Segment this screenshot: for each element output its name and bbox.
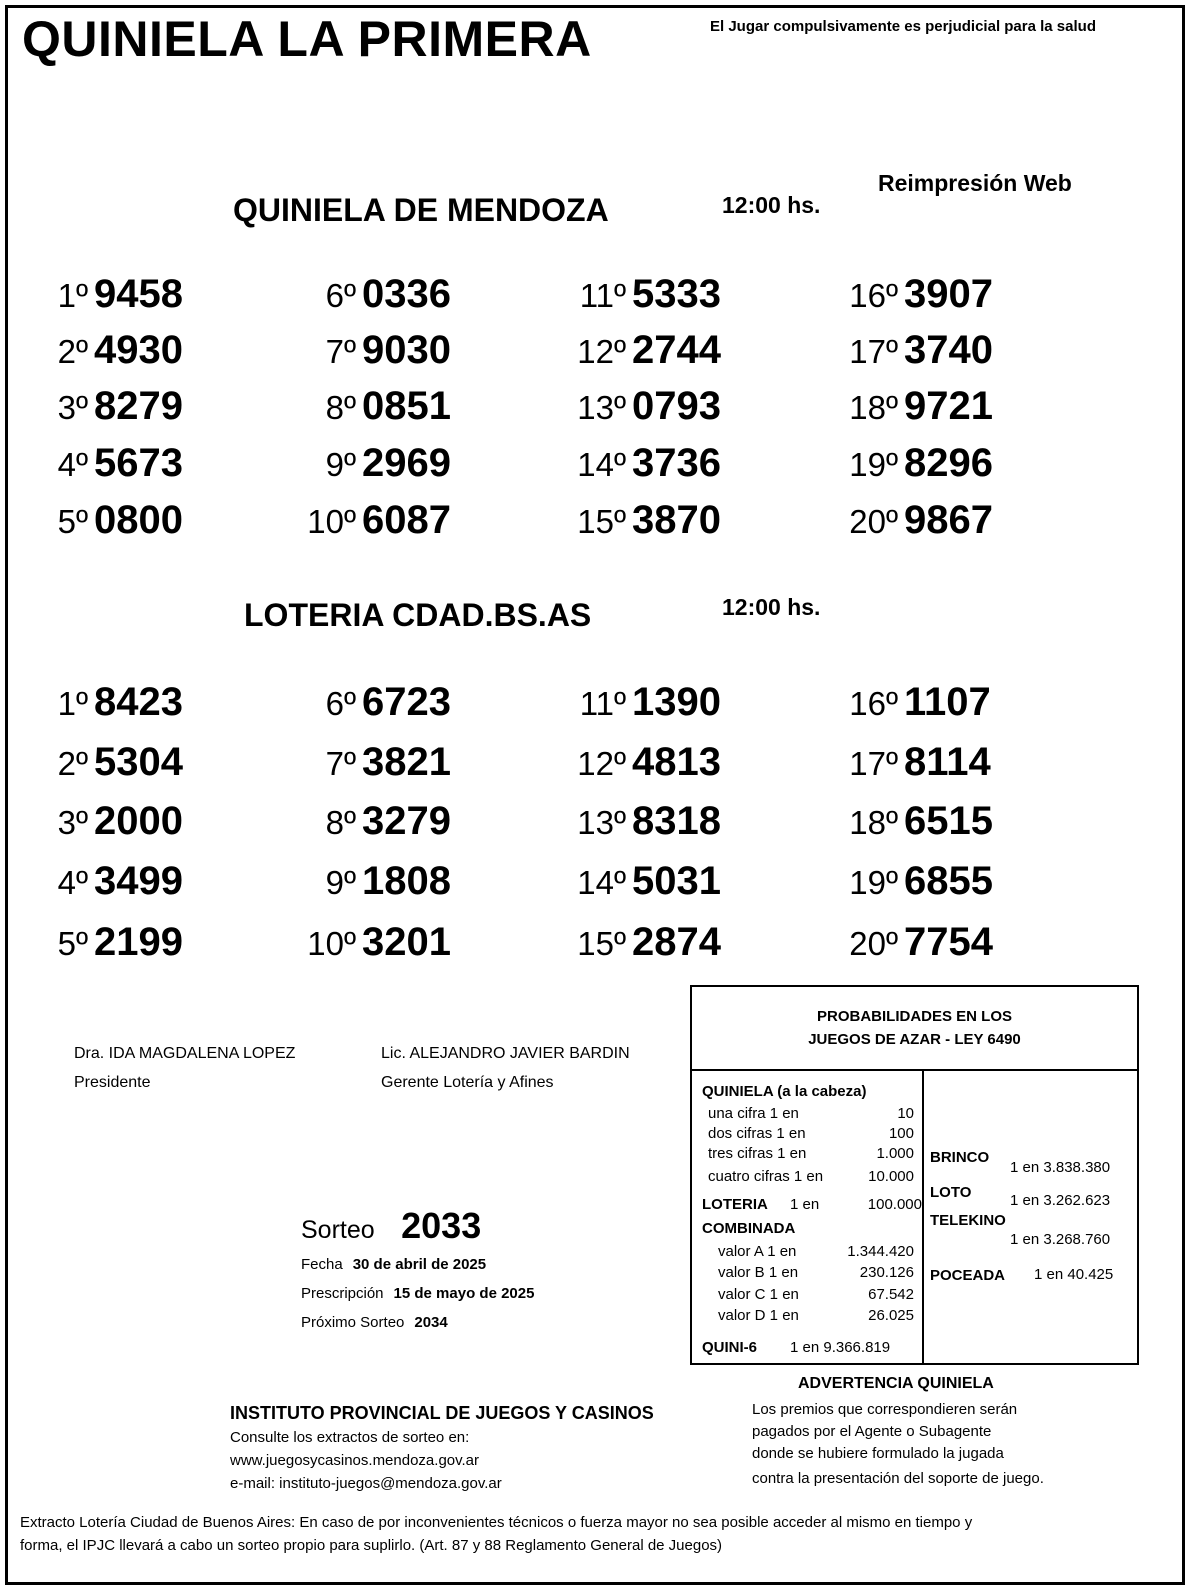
result-number: 8296	[904, 441, 993, 485]
odds-row-label: dos cifras 1 en	[708, 1125, 806, 1142]
result-number: 3740	[904, 328, 993, 372]
result-item	[570, 859, 721, 904]
result-item	[32, 441, 183, 486]
result-number: 3499	[94, 859, 183, 903]
result-number: 3821	[362, 740, 451, 784]
result-position: 4º	[57, 864, 88, 901]
result-number: 0336	[362, 272, 451, 316]
probabilities-header-line2: JUEGOS DE AZAR - LEY 6490	[808, 1031, 1021, 1048]
result-number: 6515	[904, 799, 993, 843]
result-number: 2000	[94, 799, 183, 843]
health-warning: El Jugar compulsivamente es perjudicial para la salud	[710, 18, 1096, 35]
result-position: 1º	[57, 277, 88, 314]
result-item	[300, 498, 451, 543]
odds-row-value: 26.025	[868, 1307, 914, 1324]
result-position: 16º	[849, 277, 898, 314]
result-number: 9721	[904, 384, 993, 428]
result-number: 8318	[632, 799, 721, 843]
loteria-odds-text: 1 en	[790, 1196, 820, 1213]
result-item	[570, 799, 721, 844]
odds-row-label: valor C 1 en	[718, 1286, 799, 1303]
result-position: 10º	[307, 503, 356, 540]
result-item	[32, 799, 183, 844]
result-number: 5673	[94, 441, 183, 485]
result-position: 14º	[577, 864, 626, 901]
result-number: 1107	[904, 680, 991, 724]
result-item	[842, 272, 993, 317]
result-number: 5304	[94, 740, 183, 784]
advertencia-line: donde se hubiere formulado la jugada	[752, 1445, 1004, 1462]
result-position: 2º	[57, 745, 88, 782]
result-position: 2º	[57, 333, 88, 370]
probabilities-header-line1: PROBABILIDADES EN LOS	[816, 1008, 1012, 1025]
result-position: 6º	[325, 685, 356, 722]
result-number: 3907	[904, 272, 993, 316]
result-item	[300, 859, 451, 904]
result-item	[32, 272, 183, 317]
draw-details	[301, 1250, 534, 1337]
signature-president	[74, 1039, 295, 1097]
reprint-label: Reimpresión Web	[878, 170, 1072, 196]
result-number: 7754	[904, 920, 993, 964]
result-number: 6723	[362, 680, 451, 724]
result-position: 11º	[579, 685, 626, 722]
result-position: 19º	[849, 446, 898, 483]
odds-row-label: valor B 1 en	[718, 1264, 799, 1281]
institute-info	[230, 1426, 502, 1495]
institute-email-link[interactable]: e-mail: instituto-juegos@mendoza.gov.ar	[230, 1475, 502, 1492]
result-item	[32, 498, 183, 543]
result-position: 13º	[577, 389, 626, 426]
telekino-odds-value: 1 en 3.268.760	[1010, 1231, 1111, 1248]
result-number: 3736	[632, 441, 721, 485]
fecha-label: Fecha	[301, 1256, 343, 1273]
result-position: 13º	[577, 804, 626, 841]
result-item	[300, 328, 451, 373]
result-number: 2874	[632, 920, 721, 964]
result-position: 12º	[577, 333, 626, 370]
odds-row-label: valor D 1 en	[718, 1307, 799, 1324]
section-time-mendoza: 12:00 hs.	[722, 192, 821, 218]
prescripcion-label: Prescripción	[301, 1285, 384, 1302]
odds-row-value: 10.000	[868, 1168, 914, 1185]
signature-manager	[381, 1039, 630, 1097]
odds-row-value: 230.126	[859, 1264, 914, 1281]
result-number: 3201	[362, 920, 451, 964]
result-number: 4813	[632, 740, 721, 784]
result-position: 19º	[849, 864, 898, 901]
advertencia-line: contra la presentación del soporte de juego.	[752, 1470, 1044, 1487]
result-position: 18º	[849, 389, 898, 426]
result-item	[842, 859, 993, 904]
brinco-odds-value: 1 en 3.838.380	[1010, 1159, 1111, 1176]
section-time-loteria: 12:00 hs.	[722, 594, 821, 620]
result-position: 6º	[325, 277, 356, 314]
quini6-odds-label: QUINI-6	[702, 1339, 758, 1356]
advertencia-line: Los premios que correspondieren serán	[752, 1401, 1018, 1418]
result-position: 5º	[57, 925, 88, 962]
loto-odds-label: LOTO	[930, 1184, 972, 1201]
fecha-value: 30 de abril de 2025	[352, 1256, 487, 1273]
advertencia-title: ADVERTENCIA QUINIELA	[798, 1375, 994, 1392]
sorteo-label: Sorteo	[301, 1216, 375, 1244]
advertencia-line: pagados por el Agente o Subagente	[752, 1423, 992, 1440]
institute-name: INSTITUTO PROVINCIAL DE JUEGOS Y CASINOS	[230, 1403, 654, 1423]
result-position: 5º	[57, 503, 88, 540]
result-number: 2969	[362, 441, 451, 485]
result-position: 20º	[849, 925, 898, 962]
result-item	[300, 441, 451, 486]
telekino-odds-label: TELEKINO	[930, 1212, 1006, 1229]
result-item	[570, 441, 721, 486]
institute-consult-text: Consulte los extractos de sorteo en:	[230, 1429, 470, 1446]
result-number: 2199	[94, 920, 183, 964]
result-number: 1390	[632, 680, 721, 724]
result-number: 9867	[904, 498, 993, 542]
result-position: 15º	[577, 503, 626, 540]
advertencia-text	[752, 1399, 1044, 1490]
result-position: 7º	[325, 333, 356, 370]
sorteo-number: 2033	[401, 1205, 482, 1246]
proximo-label: Próximo Sorteo	[301, 1314, 405, 1331]
result-number: 0851	[362, 384, 451, 428]
probabilities-box	[690, 985, 1139, 1365]
result-item	[32, 740, 183, 785]
result-item	[570, 740, 721, 785]
result-number: 9458	[94, 272, 183, 316]
result-item	[842, 740, 991, 785]
result-number: 1808	[362, 859, 451, 903]
result-position: 1º	[57, 685, 88, 722]
result-item	[570, 328, 721, 373]
odds-row-value: 1.000	[876, 1145, 914, 1162]
result-item	[32, 328, 183, 373]
result-item	[300, 272, 451, 317]
result-item	[842, 680, 991, 725]
result-item	[570, 920, 721, 965]
odds-row-label: valor A 1 en	[718, 1243, 797, 1260]
loteria-odds-label: LOTERIA	[702, 1196, 768, 1213]
result-number: 8279	[94, 384, 183, 428]
odds-row-label: una cifra 1 en	[708, 1105, 799, 1122]
signature-name: Lic. ALEJANDRO JAVIER BARDIN	[381, 1045, 630, 1062]
result-number: 2744	[632, 328, 721, 372]
result-item	[300, 799, 451, 844]
prescripcion-value: 15 de mayo de 2025	[393, 1285, 535, 1302]
result-number: 8423	[94, 680, 183, 724]
result-number: 5031	[632, 859, 721, 903]
loteria-odds-value: 100.000	[867, 1196, 922, 1213]
result-number: 8114	[904, 740, 991, 784]
result-position: 14º	[577, 446, 626, 483]
proximo-value: 2034	[414, 1314, 448, 1331]
result-item	[300, 920, 451, 965]
result-item	[300, 680, 451, 725]
result-item	[842, 441, 993, 486]
result-item	[570, 384, 721, 429]
result-number: 6855	[904, 859, 993, 903]
result-position: 4º	[57, 446, 88, 483]
probabilities-header	[692, 987, 1137, 1071]
result-item	[570, 272, 721, 317]
footer-disclaimer	[20, 1511, 1170, 1557]
result-number: 4930	[94, 328, 183, 372]
result-position: 12º	[577, 745, 626, 782]
poceada-odds-value: 1 en 40.425	[1034, 1266, 1114, 1283]
result-number: 3870	[632, 498, 721, 542]
signature-name: Dra. IDA MAGDALENA LOPEZ	[74, 1045, 296, 1062]
institute-website-link[interactable]: www.juegosycasinos.mendoza.gov.ar	[230, 1452, 480, 1469]
loto-odds-value: 1 en 3.262.623	[1010, 1192, 1111, 1209]
result-item	[32, 384, 183, 429]
result-position: 9º	[325, 864, 356, 901]
result-item	[32, 680, 183, 725]
odds-row-value: 67.542	[868, 1286, 914, 1303]
result-position: 16º	[849, 685, 898, 722]
result-number: 0793	[632, 384, 721, 428]
combinada-odds-title: COMBINADA	[702, 1220, 796, 1237]
result-number: 0800	[94, 498, 183, 542]
result-position: 15º	[577, 925, 626, 962]
result-position: 8º	[325, 804, 356, 841]
probabilities-left-column	[692, 1069, 924, 1363]
odds-row-value: 1.344.420	[847, 1243, 914, 1260]
result-position: 7º	[325, 745, 356, 782]
result-number: 9030	[362, 328, 451, 372]
result-item	[570, 498, 721, 543]
result-item	[32, 920, 183, 965]
result-item	[32, 859, 183, 904]
result-item	[300, 740, 451, 785]
result-item	[842, 498, 993, 543]
footer-line: Extracto Lotería Ciudad de Buenos Aires: En caso de por inconvenientes técnicos o fuerza mayor no sea posible acceder al mismo en tiempo y	[20, 1514, 973, 1531]
quiniela-odds-title: QUINIELA (a la cabeza)	[702, 1083, 867, 1100]
result-item	[300, 384, 451, 429]
sorteo-block	[301, 1205, 481, 1247]
result-item	[842, 328, 993, 373]
result-item	[842, 384, 993, 429]
quini6-odds-value: 1 en 9.366.819	[790, 1339, 891, 1356]
result-number: 3279	[362, 799, 451, 843]
result-position: 11º	[579, 277, 626, 314]
odds-row-label: tres cifras 1 en	[708, 1145, 807, 1162]
result-position: 3º	[57, 389, 88, 426]
footer-line: forma, el IPJC llevará a cabo un sorteo propio para suplirlo. (Art. 87 y 88 Reglamento General de Juegos)	[20, 1537, 723, 1554]
result-item	[570, 680, 721, 725]
result-item	[842, 799, 993, 844]
section-title-mendoza: QUINIELA DE MENDOZA	[233, 192, 609, 228]
poceada-odds-label: POCEADA	[930, 1267, 1006, 1284]
signature-role: Presidente	[74, 1074, 151, 1091]
result-position: 17º	[849, 333, 898, 370]
result-position: 17º	[849, 745, 898, 782]
result-position: 10º	[307, 925, 356, 962]
result-item	[842, 920, 993, 965]
result-position: 18º	[849, 804, 898, 841]
result-position: 8º	[325, 389, 356, 426]
odds-row-value: 100	[888, 1125, 914, 1142]
odds-row-value: 10	[897, 1105, 914, 1122]
result-number: 5333	[632, 272, 721, 316]
page-title: QUINIELA LA PRIMERA	[22, 11, 592, 67]
result-number: 6087	[362, 498, 451, 542]
odds-row-label: cuatro cifras 1 en	[708, 1168, 824, 1185]
result-position: 9º	[325, 446, 356, 483]
signature-role: Gerente Lotería y Afines	[381, 1074, 554, 1091]
brinco-odds-label: BRINCO	[930, 1149, 990, 1166]
section-title-loteria: LOTERIA CDAD.BS.AS	[244, 597, 592, 633]
result-position: 20º	[849, 503, 898, 540]
result-position: 3º	[57, 804, 88, 841]
